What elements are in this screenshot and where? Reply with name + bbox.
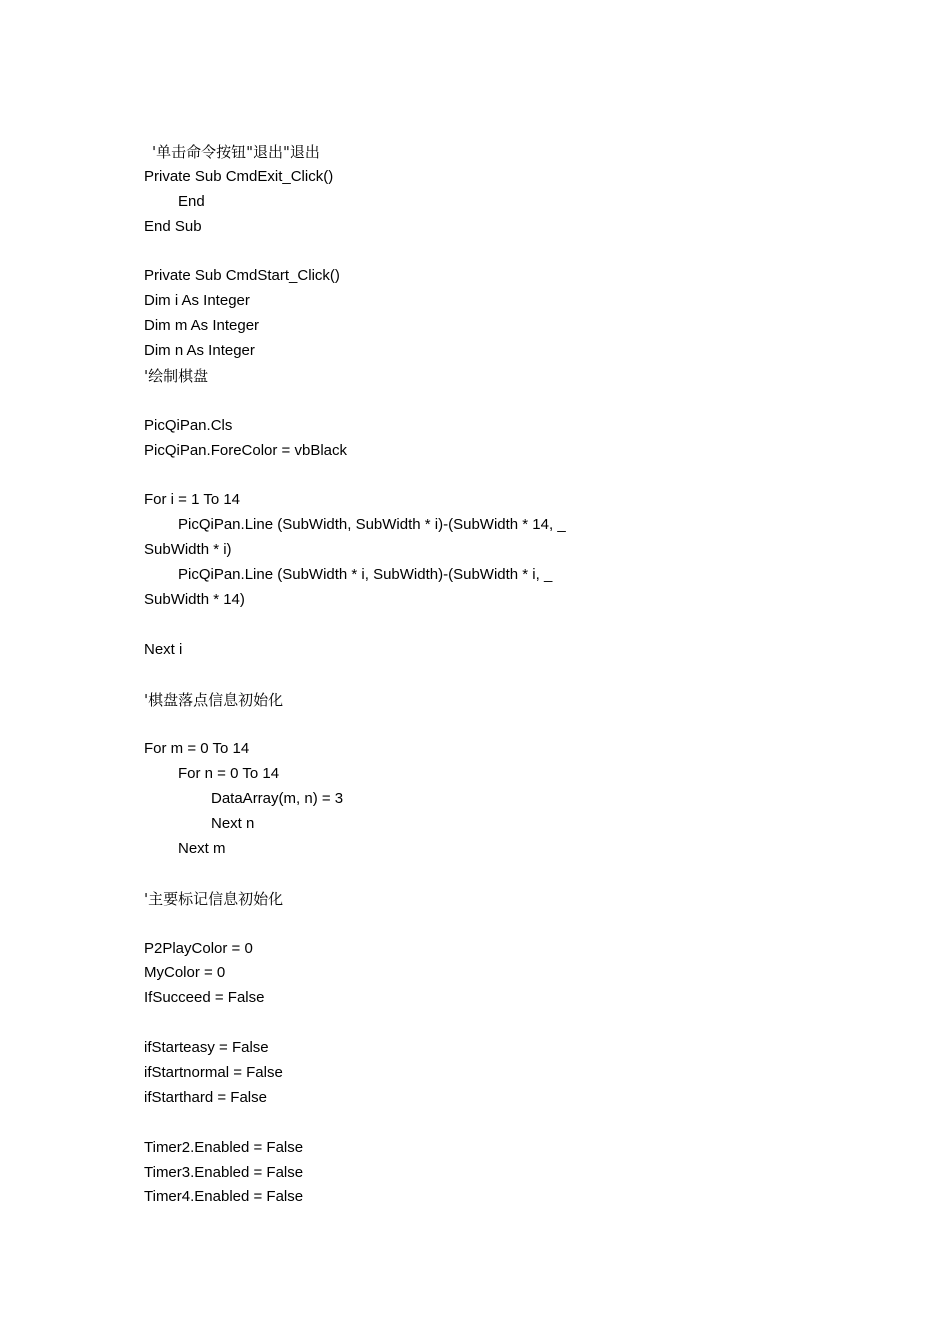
code-line: End <box>178 192 205 210</box>
code-line: Timer2.Enabled = False <box>144 1138 304 1156</box>
code-line: Dim n As Integer <box>144 342 255 360</box>
blank-line <box>144 389 904 414</box>
code-line: ifStartnormal = False <box>144 1063 283 1081</box>
blank-line <box>144 712 904 737</box>
blank-line <box>144 464 904 489</box>
code-line: Next n <box>211 815 255 833</box>
code-line: Timer3.Enabled = False <box>144 1163 304 1181</box>
code-line: IfSucceed = False <box>144 989 265 1007</box>
code-line: ifStarthard = False <box>144 1088 267 1106</box>
code-line: SubWidth * i) <box>144 541 232 559</box>
code-line: Private Sub CmdExit_Click() <box>144 167 334 185</box>
code-line: MyColor = 0 <box>144 964 226 982</box>
code-comment: '棋盘落点信息初始化 <box>144 690 284 709</box>
code-line: Next i <box>144 640 183 658</box>
code-line: SubWidth * 14) <box>144 591 245 609</box>
code-line: Next m <box>178 839 226 857</box>
code-line: Private Sub CmdStart_Click() <box>144 267 340 285</box>
blank-line <box>144 1011 904 1036</box>
code-line: ifStarteasy = False <box>144 1039 269 1057</box>
code-line: PicQiPan.Cls <box>144 416 233 434</box>
code-line: For n = 0 To 14 <box>178 765 280 783</box>
code-line: Dim i As Integer <box>144 292 250 310</box>
blank-line <box>144 912 904 937</box>
blank-line <box>144 1111 904 1136</box>
blank-line <box>144 663 904 688</box>
code-line: Dim m As Integer <box>144 317 260 335</box>
code-line: P2PlayColor = 0 <box>144 939 253 957</box>
code-line: For i = 1 To 14 <box>144 491 241 509</box>
code-line: PicQiPan.ForeColor = vbBlack <box>144 441 347 459</box>
blank-line <box>144 613 904 638</box>
code-line: For m = 0 To 14 <box>144 740 250 758</box>
code-line: Timer4.Enabled = False <box>144 1188 304 1206</box>
blank-line <box>144 240 904 265</box>
code-line: PicQiPan.Line (SubWidth * i, SubWidth)-(SubWidth * i, _ <box>178 566 553 584</box>
code-comment: '单击命令按钮"退出"退出 <box>152 143 320 161</box>
code-comment: '绘制棋盘 <box>144 367 209 386</box>
code-line: DataArray(m, n) = 3 <box>211 790 344 808</box>
code-line: PicQiPan.Line (SubWidth, SubWidth * i)-(SubWidth * 14, _ <box>178 516 566 534</box>
vb-code-listing <box>144 140 904 1210</box>
code-line: End Sub <box>144 217 202 235</box>
code-comment: '主要标记信息初始化 <box>144 889 284 908</box>
blank-line <box>144 862 904 887</box>
